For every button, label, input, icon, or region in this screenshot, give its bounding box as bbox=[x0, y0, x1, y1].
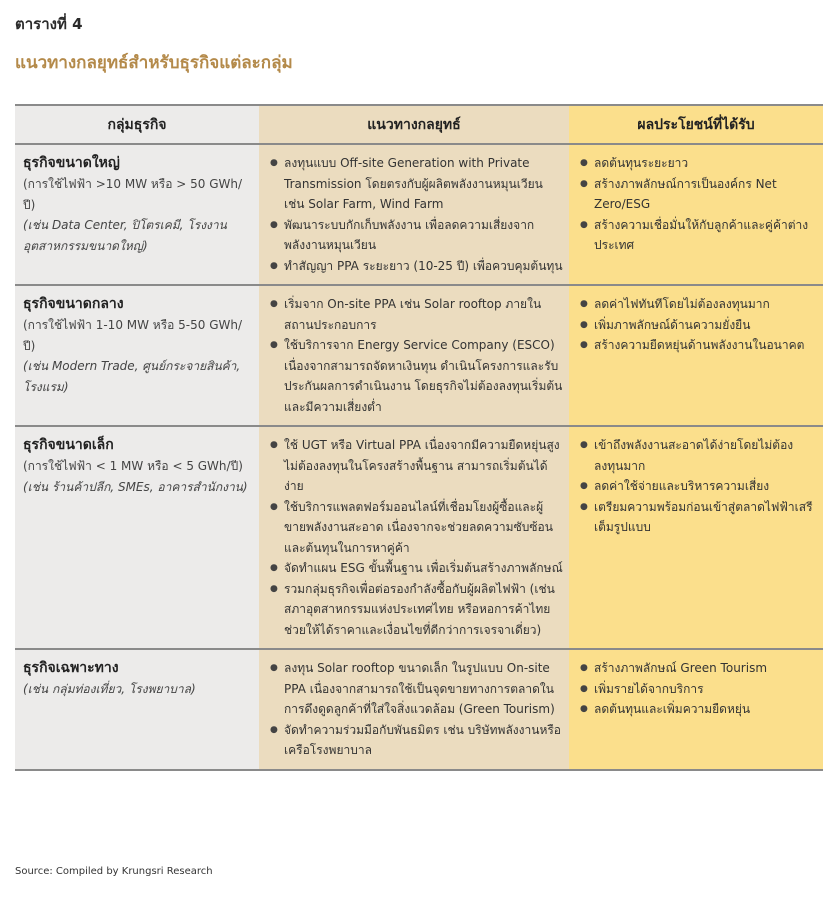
group-usage: (การใช้ไฟฟ้า 1-10 MW หรือ 5-50 GWh/ปี) bbox=[23, 318, 243, 353]
group-example: (เช่น กลุ่มท่องเที่ยว, โรงพยาบาล) bbox=[23, 682, 196, 696]
benefit-item: ● ลดต้นทุนระยะยาว bbox=[576, 153, 819, 174]
benefits-cell bbox=[569, 144, 823, 285]
strategy-list bbox=[266, 435, 565, 640]
column-header-group: กลุ่มธุรกิจ bbox=[15, 105, 259, 144]
strategy-table bbox=[15, 104, 823, 771]
group-name: ธุรกิจขนาดเล็ก bbox=[23, 437, 114, 453]
benefit-item: ● เพิ่มรายได้จากบริการ bbox=[576, 679, 819, 700]
benefits-list bbox=[576, 435, 819, 538]
group-name: ธุรกิจขนาดกลาง bbox=[23, 296, 124, 312]
group-cell bbox=[15, 426, 259, 649]
benefit-item: ● สร้างภาพลักษณ์ Green Tourism bbox=[576, 658, 819, 679]
strategy-cell bbox=[259, 285, 569, 426]
benefit-item: ● สร้างภาพลักษณ์การเป็นองค์กร Net Zero/ESG bbox=[576, 174, 819, 215]
benefits-list bbox=[576, 153, 819, 256]
column-header-strategy: แนวทางกลยุทธ์ bbox=[259, 105, 569, 144]
strategy-list bbox=[266, 294, 565, 417]
strategy-item: ● จัดทำแผน ESG ขั้นพื้นฐาน เพื่อเริ่มต้นสร้างภาพลักษณ์ bbox=[266, 558, 565, 579]
strategy-cell bbox=[259, 649, 569, 770]
strategy-item: ● ใช้ UGT หรือ Virtual PPA เนื่องจากมีความยืดหยุ่นสูง ไม่ต้องลงทุนในโครงสร้างพื้นฐาน สามารถเริ่มต้นได้ง่าย bbox=[266, 435, 565, 497]
strategy-item: ● ทำสัญญา PPA ระยะยาว (10-25 ปี) เพื่อควบคุมต้นทุน bbox=[266, 256, 565, 277]
strategy-item: ● รวมกลุ่มธุรกิจเพื่อต่อรองกำลังซื้อกับผู้ผลิตไฟฟ้า (เช่น สภาอุตสาหกรรมแห่งประเทศไทย หรือหอการค้าไทย ช่วยให้ได้ราคาและเงื่อนไขที่ดีกว่าการเจรจาเดี่ยว) bbox=[266, 579, 565, 641]
group-name: ธุรกิจเฉพาะทาง bbox=[23, 660, 119, 676]
strategy-list bbox=[266, 658, 565, 761]
benefit-item: ● สร้างความเชื่อมั่นให้กับลูกค้าและคู่ค้าต่างประเทศ bbox=[576, 215, 819, 256]
benefit-item: ● เพิ่มภาพลักษณ์ด้านความยั่งยืน bbox=[576, 315, 819, 336]
group-example: (เช่น Data Center, ปิโตรเคมี, โรงงานอุตสาหกรรมขนาดใหญ่) bbox=[23, 218, 227, 253]
strategy-item: ● ลงทุน Solar rooftop ขนาดเล็ก ในรูปแบบ On-site PPA เนื่องจากสามารถใช้เป็นจุดขายทางการตลาดในการดึงดูดลูกค้าที่ใส่ใจสิ่งแวดล้อม (Green Tourism) bbox=[266, 658, 565, 720]
benefits-cell bbox=[569, 285, 823, 426]
group-cell bbox=[15, 649, 259, 770]
strategy-item: ● ใช้บริการแพลตฟอร์มออนไลน์ที่เชื่อมโยงผู้ซื้อและผู้ขายพลังงานสะอาด เนื่องจากจะช่วยลดความซับซ้อนและต้นทุนในการหาคู่ค้า bbox=[266, 497, 565, 559]
benefit-item: ● เตรียมความพร้อมก่อนเข้าสู่ตลาดไฟฟ้าเสรีเต็มรูปแบบ bbox=[576, 497, 819, 538]
strategy-item: ● ลงทุนแบบ Off-site Generation with Private Transmission โดยตรงกับผู้ผลิตพลังงานหมุนเวียน เช่น Solar Farm, Wind Farm bbox=[266, 153, 565, 215]
benefit-item: ● ลดค่าใช้จ่ายและบริหารความเสี่ยง bbox=[576, 476, 819, 497]
benefits-list bbox=[576, 658, 819, 720]
benefit-item: ● สร้างความยืดหยุ่นด้านพลังงานในอนาคต bbox=[576, 335, 819, 356]
group-usage: (การใช้ไฟฟ้า >10 MW หรือ > 50 GWh/ปี) bbox=[23, 177, 243, 212]
table-header-row bbox=[15, 105, 823, 144]
benefit-item: ● เข้าถึงพลังงานสะอาดได้ง่ายโดยไม่ต้องลงทุนมาก bbox=[576, 435, 819, 476]
strategy-cell bbox=[259, 426, 569, 649]
benefit-item: ● ลดต้นทุนและเพิ่มความยืดหยุ่น bbox=[576, 699, 819, 720]
strategy-item: ● เริ่มจาก On-site PPA เช่น Solar rooftop ภายในสถานประกอบการ bbox=[266, 294, 565, 335]
benefits-list bbox=[576, 294, 819, 356]
group-usage: (การใช้ไฟฟ้า < 1 MW หรือ < 5 GWh/ปี) bbox=[23, 459, 243, 473]
table-row bbox=[15, 144, 823, 285]
table-row bbox=[15, 649, 823, 770]
table-row bbox=[15, 426, 823, 649]
group-cell bbox=[15, 144, 259, 285]
strategy-item: ● ใช้บริการจาก Energy Service Company (ESCO) เนื่องจากสามารถจัดหาเงินทุน ดำเนินโครงการและรับประกันผลการดำเนินงาน โดยธุรกิจไม่ต้องลงทุนเริ่มต้นและมีความเสี่ยงต่ำ bbox=[266, 335, 565, 417]
benefits-cell bbox=[569, 426, 823, 649]
group-cell bbox=[15, 285, 259, 426]
table-title: แนวทางกลยุทธ์สำหรับธุรกิจแต่ละกลุ่ม bbox=[15, 53, 293, 73]
benefit-item: ● ลดค่าไฟทันทีโดยไม่ต้องลงทุนมาก bbox=[576, 294, 819, 315]
benefits-cell bbox=[569, 649, 823, 770]
table-label: ตารางที่ 4 bbox=[15, 15, 83, 33]
strategy-item: ● พัฒนาระบบกักเก็บพลังงาน เพื่อลดความเสี่ยงจากพลังงานหมุนเวียน bbox=[266, 215, 565, 256]
column-header-benefits: ผลประโยชน์ที่ได้รับ bbox=[569, 105, 823, 144]
strategy-cell bbox=[259, 144, 569, 285]
strategy-item: ● จัดทำความร่วมมือกับพันธมิตร เช่น บริษัทพลังงานหรือเครือโรงพยาบาล bbox=[266, 720, 565, 761]
group-example: (เช่น Modern Trade, ศูนย์กระจายสินค้า, โรงแรม) bbox=[23, 359, 241, 394]
strategy-list bbox=[266, 153, 565, 276]
group-name: ธุรกิจขนาดใหญ่ bbox=[23, 155, 120, 171]
source-note: Source: Compiled by Krungsri Research bbox=[15, 866, 213, 877]
table-row bbox=[15, 285, 823, 426]
group-example: (เช่น ร้านค้าปลีก, SMEs, อาคารสำนักงาน) bbox=[23, 479, 248, 494]
